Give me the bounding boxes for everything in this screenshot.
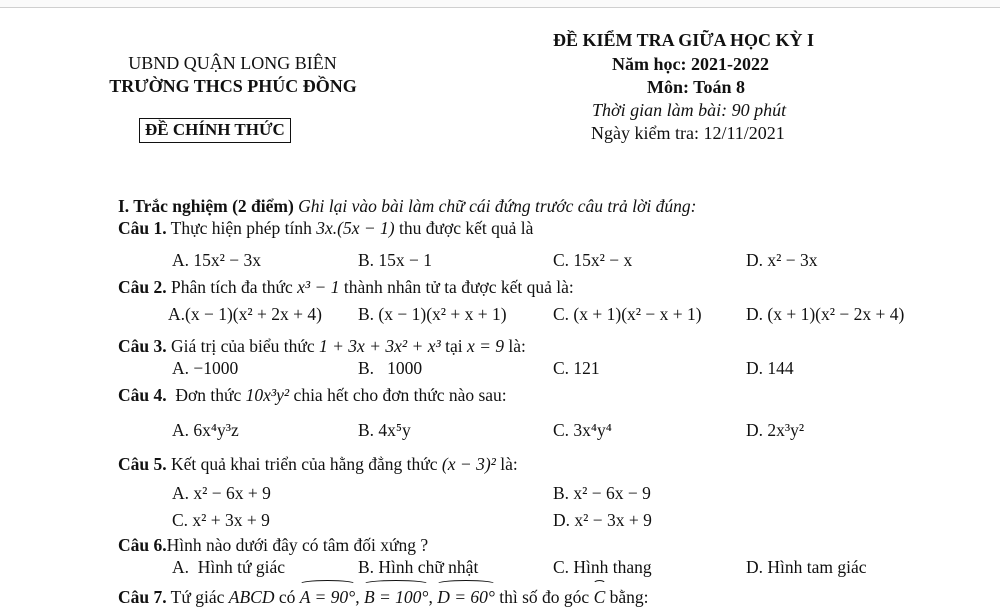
duration: Thời gian làm bài: 90 phút [592,100,787,120]
question-text: Thực hiện phép tính [166,218,317,238]
question-3 [118,336,526,357]
question-label: Câu 6. [118,535,167,555]
angle-b: B = 100° [363,587,429,607]
q2-option-b: B. (x − 1)(x² + x + 1) [358,304,507,324]
math-expression: 1 + 3x + 3x² + x³ [318,336,441,356]
q5-option-d: D. x² − 3x + 9 [553,510,652,530]
question-text: Đơn thức [166,385,246,405]
question-6 [118,535,428,556]
question-label: Câu 2. [118,277,167,297]
q4-option-b: B. 4x⁵y [358,420,411,440]
section-heading [118,196,696,217]
question-label: Câu 1. [118,218,167,238]
math-expression: ABCD [228,587,275,607]
question-text: có [274,587,300,607]
q2-option-d: D. (x + 1)(x² − 2x + 4) [746,304,905,324]
q5-option-b: B. x² − 6x − 9 [553,483,651,503]
question-text: bằng: [605,587,649,607]
question-text: là: [504,336,526,356]
question-label: Câu 3. [118,336,167,356]
question-text: là: [495,454,518,474]
q3-option-b: B. 1000 [358,358,423,378]
question-5 [118,454,518,475]
question-text: Tứ giác [166,587,229,607]
question-text: Hình nào dưới đây có tâm đối xứng ? [166,535,429,555]
q2-option-c: C. (x + 1)(x² − x + 1) [553,304,702,324]
q1-option-d: D. x² − 3x [746,250,818,270]
math-expression: (x − 3)² [441,454,496,474]
school-year: Năm học: 2021-2022 [612,54,769,74]
question-2 [118,277,574,298]
angle-a: A = 90° [299,587,356,607]
exam-title: ĐỀ KIỂM TRA GIỮA HỌC KỲ I [553,30,815,50]
math-expression: 10x³y² [245,385,290,405]
q5-option-c: C. x² + 3x + 9 [172,510,270,530]
question-7: Câu 7. Tứ giác ABCD có A = 90°, B = 100°, D = 60° thì số đo góc C bằng: [118,587,649,607]
q6-option-a: A. Hình tứ giác [172,557,286,577]
q6-option-b: B. Hình chữ nhật [358,557,479,577]
question-text: Phân tích đa thức [166,277,298,297]
exam-date: Ngày kiểm tra: 12/11/2021 [591,123,785,143]
section-title: I. Trắc nghiệm (2 điểm) [118,196,294,216]
question-text: thành nhân tử ta được kết quả là: [339,277,574,297]
q1-option-c: C. 15x² − x [553,250,633,270]
q3-option-d: D. 144 [746,358,794,378]
q2-option-a: A.(x − 1)(x² + 2x + 4) [168,304,322,324]
question-label: Câu 4. [118,385,167,405]
q5-option-a: A. x² − 6x + 9 [172,483,271,503]
question-text: chia hết cho đơn thức nào sau: [289,385,507,405]
q3-option-c: C. 121 [553,358,600,378]
q1-option-b: B. 15x − 1 [358,250,433,270]
angle-d: D = 60° [437,587,495,607]
question-text: tại [440,336,467,356]
question-label: Câu 5. [118,454,167,474]
q6-option-d: D. Hình tam giác [746,557,867,577]
q6-option-c: C. Hình thang [553,557,652,577]
window-top-border [0,0,1000,8]
question-text: thì số đo góc [494,587,594,607]
q3-option-a: A. −1000 [172,358,239,378]
section-instruction: Ghi lại vào bài làm chữ cái đứng trước câu trả lời đúng: [298,196,697,216]
authority-name: UBND QUẬN LONG BIÊN [128,53,337,73]
question-1 [118,218,533,239]
q4-option-c: C. 3x⁴y⁴ [553,420,612,440]
question-4 [118,385,507,406]
math-expression: 3x.(5x − 1) [316,218,395,238]
question-text: thu được kết quả là [394,218,534,238]
subject: Môn: Toán 8 [647,77,746,97]
question-text: Giá trị của biểu thức [166,336,319,356]
official-exam-badge: ĐỀ CHÍNH THỨC [139,118,291,143]
math-expression: x = 9 [466,336,505,356]
school-name: TRƯỜNG THCS PHÚC ĐỒNG [109,76,357,96]
angle-c: C [593,587,606,607]
question-text: Kết quả khai triển của hằng đẳng thức [166,454,442,474]
question-label: Câu 7. [118,587,167,607]
q4-option-a: A. 6x⁴y³z [172,420,239,440]
math-expression: x³ − 1 [297,277,340,297]
q1-option-a: A. 15x² − 3x [172,250,262,270]
q4-option-d: D. 2x³y² [746,420,805,440]
